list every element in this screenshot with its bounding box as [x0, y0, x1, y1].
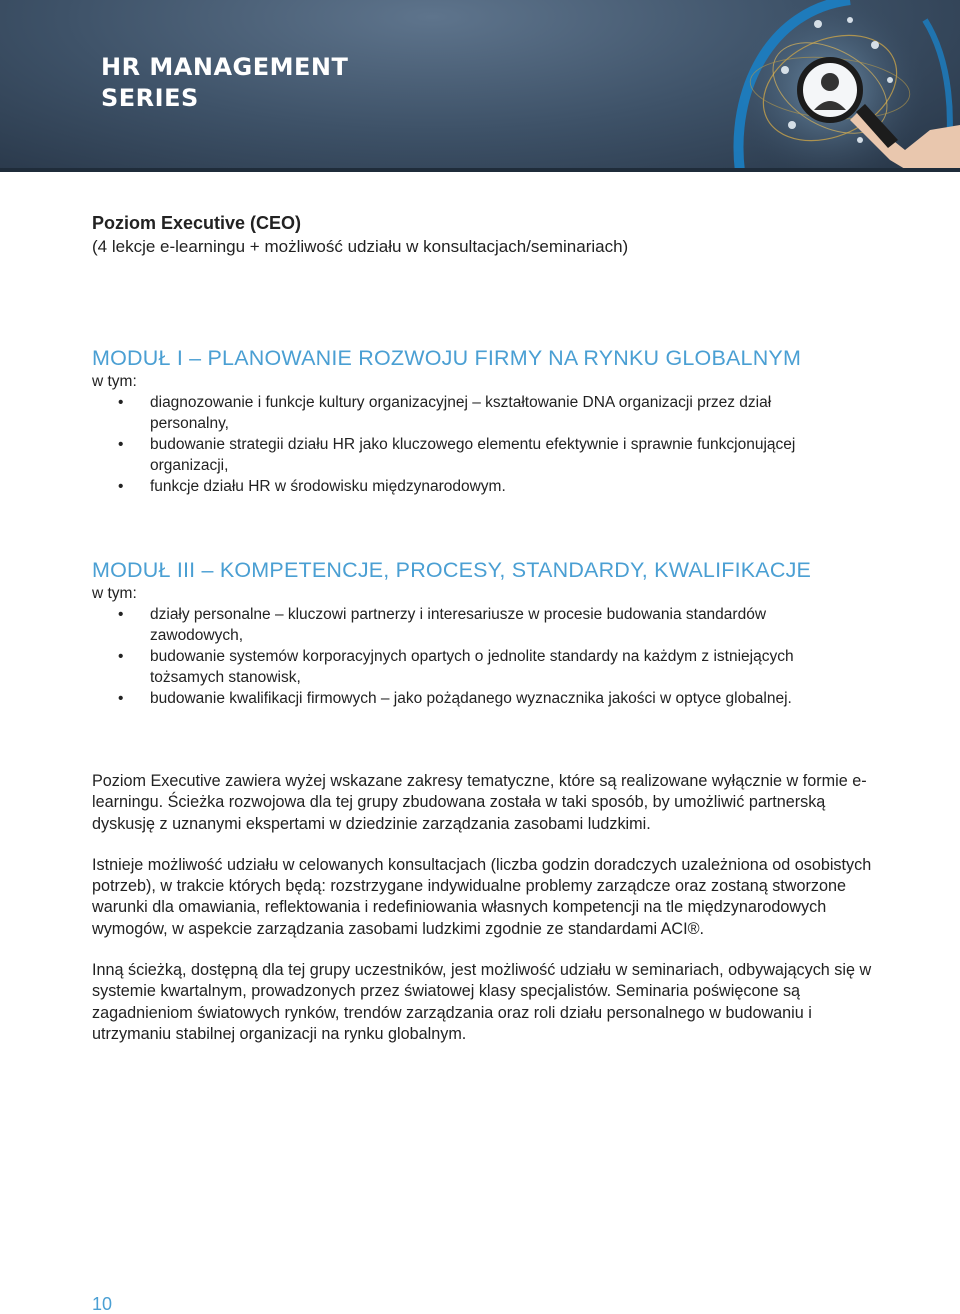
module-1-intro: w tym: [92, 373, 137, 390]
module-1 [92, 345, 872, 497]
list-item: • diagnozowanie i funkcje kultury organizacyjnej – kształtowanie DNA organizacji przez dział personalny, [92, 392, 830, 434]
series-title [101, 52, 348, 114]
list-item: • budowanie kwalifikacji firmowych – jako pożądanego wyznacznika jakości w optyce globalnej. [92, 688, 830, 709]
module-3-title: MODUŁ III – KOMPETENCJE, PROCESY, STANDARDY, KWALIFIKACJE [92, 558, 812, 582]
module-3-list [92, 604, 872, 709]
level-title: Poziom Executive (CEO) [92, 213, 302, 233]
network-magnifier-graphic [700, 0, 960, 172]
module-1-title: MODUŁ I – PLANOWANIE ROZWOJU FIRMY NA RYNKU GLOBALNYM [92, 346, 802, 370]
list-item: • budowanie systemów korporacyjnych opartych o jednolite standardy na każdym z istniejących tożsamych stanowisk, [92, 646, 830, 688]
page-number: 10 [92, 1294, 113, 1314]
paragraph-executive: Poziom Executive zawiera wyżej wskazane zakresy tematyczne, które są realizowane wyłącznie w formie e-learningu. Ścieżka rozwojowa dla tej grupy zbudowana została w taki sposób, by umożliwić partnerską dyskusję z uznanymi ekspertami w dziedzinie zarządzania zasobami ludzkimi. [92, 772, 867, 833]
module-3-intro: w tym: [92, 585, 137, 602]
paragraph-seminars: Inną ścieżką, dostępną dla tej grupy uczestników, jest możliwość udziału w seminariach, odbywających się w systemie kwartalnym, prowadzonych przez światowej klasy specjalistów. Seminaria poświęcone są zagadnieniom światowych rynków, trendów zarządzania oraz roli działu personalnego w budowaniu i utrzymaniu stabilnej organizacji na rynku globalnym. [92, 961, 872, 1043]
module-1-list [92, 392, 872, 497]
module-3 [92, 557, 872, 709]
list-item: • budowanie strategii działu HR jako kluczowego elementu efektywnie i sprawnie funkcjonującej organizacji, [92, 434, 830, 476]
paragraph-consultations: Istnieje możliwość udziału w celowanych konsultacjach (liczba godzin doradczych uzależniona od osobistych potrzeb), w trakcie których będą: rozstrzygane indywidualne problemy zarządcze oraz zostaną stworzone warunki dla omawiania, reflektowania i redefiniowania własnych kompetencji na tle międzynarodowych wymogów, w aspekcie zarządzania zasobami ludzkimi zgodnie ze standardami ACI®. [92, 855, 872, 938]
list-item: • funkcje działu HR w środowisku międzynarodowym. [92, 476, 830, 497]
header-banner [0, 0, 960, 172]
main-content [92, 212, 872, 1045]
series-title-line2: SERIES [101, 84, 199, 112]
series-title-line1: HR MANAGEMENT [101, 53, 349, 81]
list-item: • działy personalne – kluczowi partnerzy i interesariusze w procesie budowania standardów zawodowych, [92, 604, 830, 646]
level-subtitle: (4 lekcje e-learningu + możliwość udziału w konsultacjach/seminariach) [92, 237, 629, 256]
header-edge [0, 168, 960, 172]
